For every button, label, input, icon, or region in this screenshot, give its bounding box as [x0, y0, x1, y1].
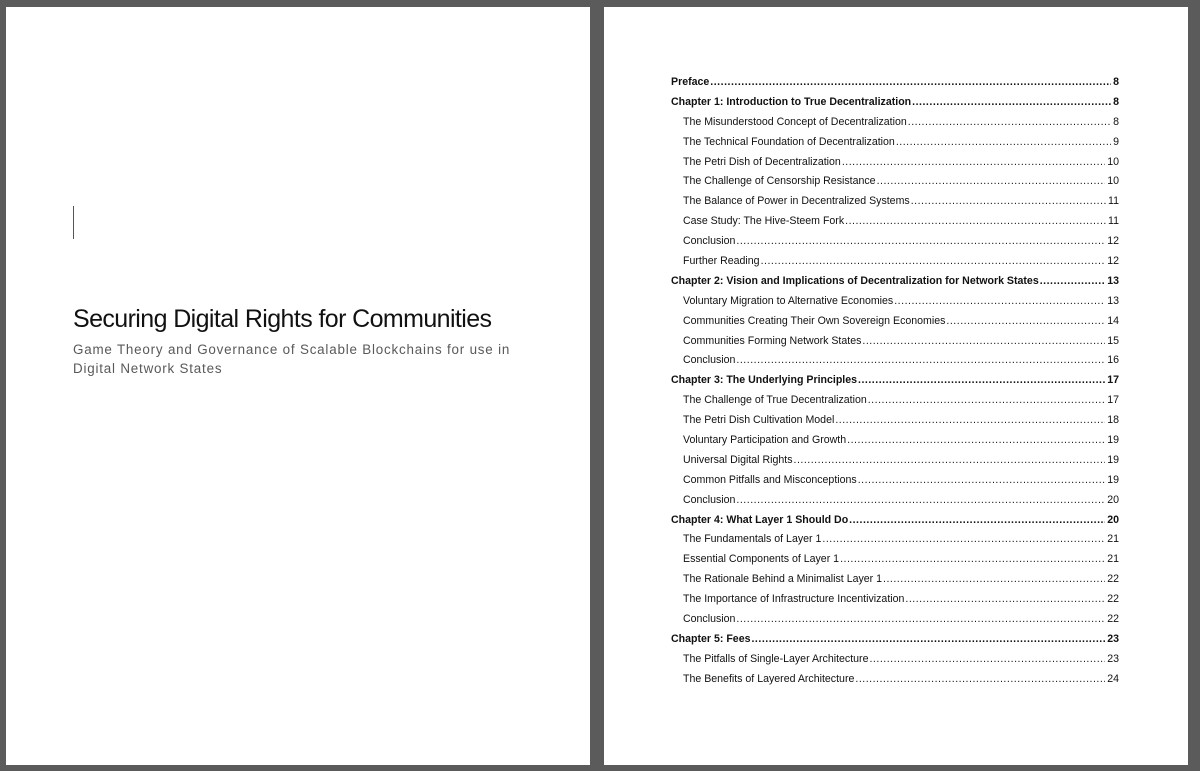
toc-entry-title: Case Study: The Hive-Steem Fork [683, 215, 845, 228]
toc-page-number: 13 [1107, 274, 1119, 287]
toc-entry-title: Essential Components of Layer 1 [683, 553, 840, 566]
toc-chapter-entry[interactable] [671, 272, 1119, 292]
toc-dot-leader [847, 431, 1105, 451]
toc-dot-leader [849, 511, 1105, 531]
toc-dot-leader [911, 192, 1106, 212]
toc-section-entry[interactable] [671, 570, 1119, 590]
toc-page [604, 7, 1188, 765]
toc-section-entry[interactable] [671, 411, 1119, 431]
toc-entry-title: The Rationale Behind a Minimalist Layer 1 [683, 573, 883, 586]
toc-section-entry[interactable] [671, 391, 1119, 411]
toc-dot-leader [905, 590, 1105, 610]
toc-section-entry[interactable] [671, 133, 1119, 153]
cover-subtitle: Game Theory and Governance of Scalable Blockchains for use in Digital Network States [73, 342, 511, 376]
toc-section-entry[interactable] [671, 451, 1119, 471]
toc-page-number: 23 [1107, 632, 1119, 645]
toc-chapter-entry[interactable] [671, 371, 1119, 391]
toc-page-number: 9 [1113, 135, 1119, 148]
toc-dot-leader [710, 73, 1111, 93]
toc-dot-leader [736, 610, 1105, 630]
toc-dot-leader [751, 630, 1105, 650]
toc-dot-leader [908, 113, 1111, 133]
text-cursor [73, 206, 74, 239]
toc-dot-leader [912, 93, 1111, 113]
toc-chapter-entry[interactable] [671, 73, 1119, 93]
cover-title: Securing Digital Rights for Communities [73, 305, 492, 333]
toc-page-number: 19 [1107, 434, 1119, 447]
toc-dot-leader [877, 172, 1106, 192]
toc-dot-leader [862, 332, 1105, 352]
toc-dot-leader [845, 212, 1106, 232]
toc-entry-title: Chapter 5: Fees [671, 632, 751, 645]
toc-section-entry[interactable] [671, 610, 1119, 630]
toc-page-number: 8 [1113, 95, 1119, 108]
toc-section-entry[interactable] [671, 212, 1119, 232]
toc-entry-title: The Pitfalls of Single-Layer Architecture [683, 652, 869, 665]
toc-page-number: 22 [1107, 613, 1119, 626]
toc-page-number: 24 [1107, 672, 1119, 685]
toc-dot-leader [736, 491, 1105, 511]
toc-section-entry[interactable] [671, 332, 1119, 352]
toc-page-number: 22 [1107, 573, 1119, 586]
toc-section-entry[interactable] [671, 530, 1119, 550]
toc-section-entry[interactable] [671, 670, 1119, 690]
toc-page-number: 19 [1107, 453, 1119, 466]
toc-entry-title: The Fundamentals of Layer 1 [683, 533, 822, 546]
toc-page-number: 14 [1107, 314, 1119, 327]
toc-page-number: 22 [1107, 593, 1119, 606]
toc-entry-title: Preface [671, 76, 710, 88]
toc-entry-title: Chapter 2: Vision and Implications of Decentralization for Network States [671, 274, 1039, 287]
toc-dot-leader [835, 411, 1105, 431]
toc-dot-leader [761, 252, 1106, 272]
toc-section-entry[interactable] [671, 650, 1119, 670]
toc-entry-title: Chapter 4: What Layer 1 Should Do [671, 513, 849, 526]
toc-entry-title: The Challenge of True Decentralization [683, 394, 867, 407]
toc-section-entry[interactable] [671, 431, 1119, 451]
toc-dot-leader [868, 391, 1105, 411]
toc-dot-leader [840, 550, 1105, 570]
toc-entry-title: Voluntary Migration to Alternative Economies [683, 294, 894, 307]
toc-page-number: 21 [1107, 553, 1119, 566]
toc-page-number: 19 [1107, 473, 1119, 486]
toc-entry-title: Further Reading [683, 255, 760, 268]
toc-section-entry[interactable] [671, 351, 1119, 371]
toc-section-entry[interactable] [671, 113, 1119, 133]
toc-section-entry[interactable] [671, 232, 1119, 252]
toc-page-number: 17 [1107, 394, 1119, 407]
toc-page-number: 8 [1113, 115, 1119, 128]
toc-entry-title: Chapter 1: Introduction to True Decentralization [671, 95, 912, 108]
toc-page-number: 16 [1107, 354, 1119, 367]
toc-entry-title: The Balance of Power in Decentralized Systems [683, 195, 910, 208]
toc-section-entry[interactable] [671, 491, 1119, 511]
toc-dot-leader [894, 292, 1105, 312]
toc-page-number: 20 [1107, 513, 1119, 526]
toc-page-number: 12 [1107, 255, 1119, 268]
toc-page-number: 18 [1107, 414, 1119, 427]
toc-entry-title: The Benefits of Layered Architecture [683, 672, 855, 685]
toc-section-entry[interactable] [671, 192, 1119, 212]
toc-section-entry[interactable] [671, 292, 1119, 312]
cover-page [6, 7, 590, 765]
toc-page-number: 13 [1107, 294, 1119, 307]
toc-entry-title: The Petri Dish of Decentralization [683, 155, 841, 168]
toc-section-entry[interactable] [671, 312, 1119, 332]
toc-dot-leader [883, 570, 1105, 590]
toc-dot-leader [794, 451, 1106, 471]
toc-page-number: 23 [1107, 652, 1119, 665]
toc-entry-title: The Technical Foundation of Decentralization [683, 135, 895, 148]
toc-entry-title: Conclusion [683, 613, 736, 626]
toc-dot-leader [869, 650, 1105, 670]
toc-section-entry[interactable] [671, 471, 1119, 491]
toc-entry-title: Voluntary Participation and Growth [683, 434, 847, 447]
toc-chapter-entry[interactable] [671, 93, 1119, 113]
toc-dot-leader [1040, 272, 1105, 292]
toc-entry-title: The Challenge of Censorship Resistance [683, 175, 876, 188]
toc-dot-leader [842, 153, 1105, 173]
toc-section-entry[interactable] [671, 172, 1119, 192]
toc-entry-title: The Importance of Infrastructure Incentivization [683, 593, 905, 606]
toc-dot-leader [946, 312, 1105, 332]
toc-page-number: 11 [1108, 195, 1119, 208]
toc-entry-title: Universal Digital Rights [683, 453, 793, 466]
table-of-contents [671, 73, 1119, 690]
toc-entry-title: Communities Forming Network States [683, 334, 862, 347]
toc-chapter-entry[interactable] [671, 511, 1119, 531]
toc-entry-title: Communities Creating Their Own Sovereign Economies [683, 314, 946, 327]
toc-page-number: 10 [1107, 175, 1119, 188]
toc-entry-title: The Petri Dish Cultivation Model [683, 414, 835, 427]
toc-section-entry[interactable] [671, 550, 1119, 570]
toc-dot-leader [736, 351, 1105, 371]
toc-page-number: 11 [1108, 215, 1119, 228]
toc-dot-leader [858, 471, 1106, 491]
toc-page-number: 8 [1113, 76, 1119, 88]
toc-section-entry[interactable] [671, 590, 1119, 610]
toc-entry-title: Conclusion [683, 354, 736, 367]
toc-page-number: 10 [1107, 155, 1119, 168]
toc-page-number: 17 [1107, 374, 1119, 387]
toc-entry-title: The Misunderstood Concept of Decentralization [683, 115, 907, 128]
toc-dot-leader [896, 133, 1111, 153]
scrollbar[interactable] [1190, 7, 1200, 765]
toc-entry-title: Conclusion [683, 493, 736, 506]
toc-section-entry[interactable] [671, 252, 1119, 272]
toc-page-number: 20 [1107, 493, 1119, 506]
toc-dot-leader [855, 670, 1105, 690]
toc-page-number: 12 [1107, 235, 1119, 248]
toc-dot-leader [822, 530, 1105, 550]
toc-entry-title: Conclusion [683, 235, 736, 248]
toc-section-entry[interactable] [671, 153, 1119, 173]
toc-entry-title: Common Pitfalls and Misconceptions [683, 473, 857, 486]
toc-entry-title: Chapter 3: The Underlying Principles [671, 374, 858, 387]
toc-chapter-entry[interactable] [671, 630, 1119, 650]
toc-page-number: 21 [1107, 533, 1119, 546]
toc-page-number: 15 [1107, 334, 1119, 347]
toc-dot-leader [736, 232, 1105, 252]
toc-dot-leader [858, 371, 1105, 391]
